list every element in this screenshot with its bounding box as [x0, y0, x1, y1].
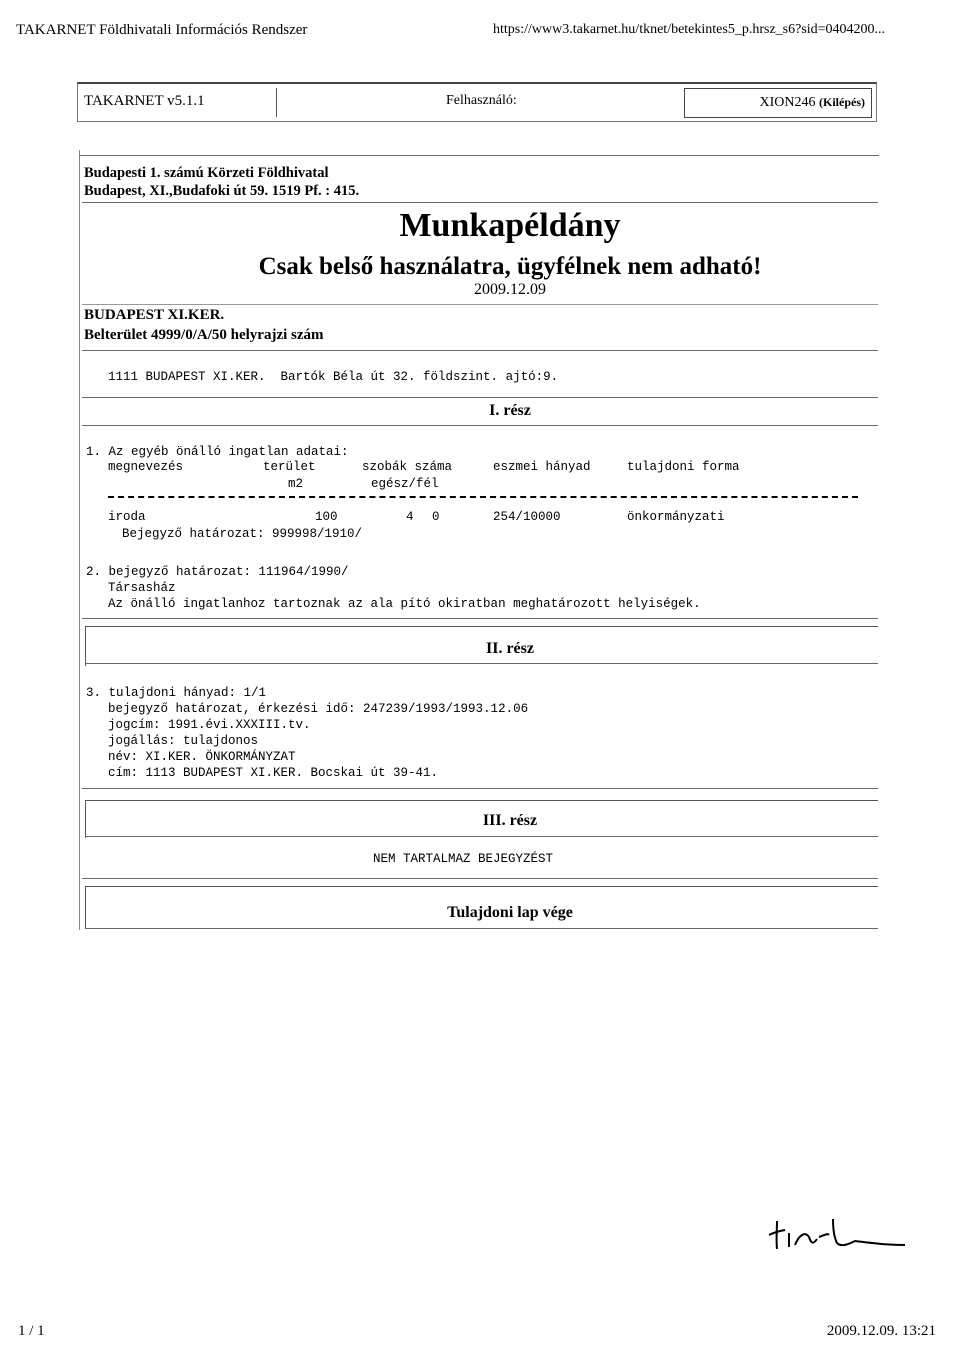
col-area-header: terület — [263, 460, 316, 474]
part1-heading: I. rész — [489, 402, 531, 419]
col-area-unit: m2 — [288, 477, 304, 491]
parcel-divider — [82, 350, 878, 351]
document-title: Munkapéldány — [399, 207, 621, 244]
office-address: Budapest, XI.,Budafoki út 59. 1519 Pf. : 415. — [84, 183, 360, 199]
table-dashed-divider — [108, 496, 858, 498]
handwritten-signature — [755, 1215, 915, 1255]
user-name-text: XION246 — [759, 95, 816, 110]
user-label: Felhasználó: — [446, 93, 517, 108]
part3-box-top — [85, 800, 878, 801]
user-box — [684, 88, 872, 118]
document-date: 2009.12.09 — [474, 281, 546, 298]
frame-top-line — [79, 155, 879, 156]
property-district: BUDAPEST XI.KER. — [84, 307, 225, 323]
row-area: 100 — [315, 510, 338, 524]
part2-line-1: 3. tulajdoni hányad: 1/1 — [86, 686, 267, 700]
end-box-top — [85, 886, 878, 887]
end-text: Tulajdoni lap vége — [447, 904, 573, 921]
print-timestamp: 2009.12.09. 13:21 — [826, 1323, 936, 1339]
app-bar — [77, 82, 877, 122]
row-resolution: Bejegyző határozat: 999998/1910/ — [122, 527, 363, 541]
part2-line-6: cím: 1113 BUDAPEST XI.KER. Bocskai út 39-41. — [108, 766, 439, 780]
row-rooms-half: 0 — [432, 510, 440, 524]
part2-line-2: bejegyző határozat, érkezési idő: 247239/1993/1993.12.06 — [108, 702, 529, 716]
property-parcel: Belterület 4999/0/A/50 helyrajzi szám — [84, 327, 324, 343]
district-divider — [82, 304, 878, 305]
property-address: 1111 BUDAPEST XI.KER. Bartók Béla út 32. földszint. ajtó:9. — [108, 370, 559, 384]
row-ownership-form: önkormányzati — [627, 510, 725, 524]
office-name: Budapesti 1. számú Körzeti Földhivatal — [84, 165, 329, 181]
part2-box-top — [85, 626, 878, 627]
document-subtitle: Csak belső használatra, ügyfélnek nem adható! — [258, 253, 762, 280]
part3-text: NEM TARTALMAZ BEJEGYZÉST — [373, 852, 554, 866]
print-header-title: TAKARNET Földhivatali Információs Rendszer — [16, 22, 308, 38]
app-bar-divider — [276, 88, 277, 117]
page-count: 1 / 1 — [18, 1323, 45, 1339]
app-version: TAKARNET v5.1.1 — [84, 93, 205, 109]
col-rooms-unit: egész/fél — [371, 477, 439, 491]
part2-line-4: jogállás: tulajdonos — [108, 734, 259, 748]
part1-bottom-divider — [82, 618, 878, 619]
part1-item1-title: 1. Az egyéb önálló ingatlan adatai: — [86, 445, 349, 459]
part1-item2-line1: 2. bejegyző határozat: 111964/1990/ — [86, 565, 349, 579]
row-name: iroda — [108, 510, 146, 524]
part3-heading-divider — [85, 836, 878, 837]
col-name-header: megnevezés — [108, 460, 184, 474]
office-divider — [82, 202, 878, 203]
part3-heading: III. rész — [482, 812, 538, 829]
col-ownership-header: tulajdoni forma — [627, 460, 740, 474]
part2-heading: II. rész — [486, 640, 534, 657]
col-share-header: eszmei hányad — [493, 460, 591, 474]
address-divider — [82, 397, 878, 398]
part2-line-3: jogcím: 1991.évi.XXXIII.tv. — [108, 718, 311, 732]
print-header-url: https://www3.takarnet.hu/tknet/betekintes5_p.hrsz_s6?sid=0404200... — [493, 22, 886, 37]
part1-item2-line2: Társasház — [108, 581, 176, 595]
col-rooms-header: szobák száma — [362, 460, 453, 474]
part2-line-5: név: XI.KER. ÖNKORMÁNYZAT — [108, 750, 296, 764]
part1-item2-line3: Az önálló ingatlanhoz tartoznak az ala pító okiratban meghatározott helyiségek. — [108, 597, 701, 611]
end-box-bottom — [85, 928, 878, 929]
logout-link[interactable]: (Kilépés) — [819, 95, 865, 109]
row-rooms-whole: 4 — [406, 510, 414, 524]
user-name — [760, 95, 866, 111]
part1-heading-divider — [82, 425, 878, 426]
part2-bottom-divider — [82, 788, 878, 789]
row-share: 254/10000 — [493, 510, 561, 524]
part2-heading-divider — [85, 663, 878, 664]
part3-bottom-divider — [82, 878, 878, 879]
